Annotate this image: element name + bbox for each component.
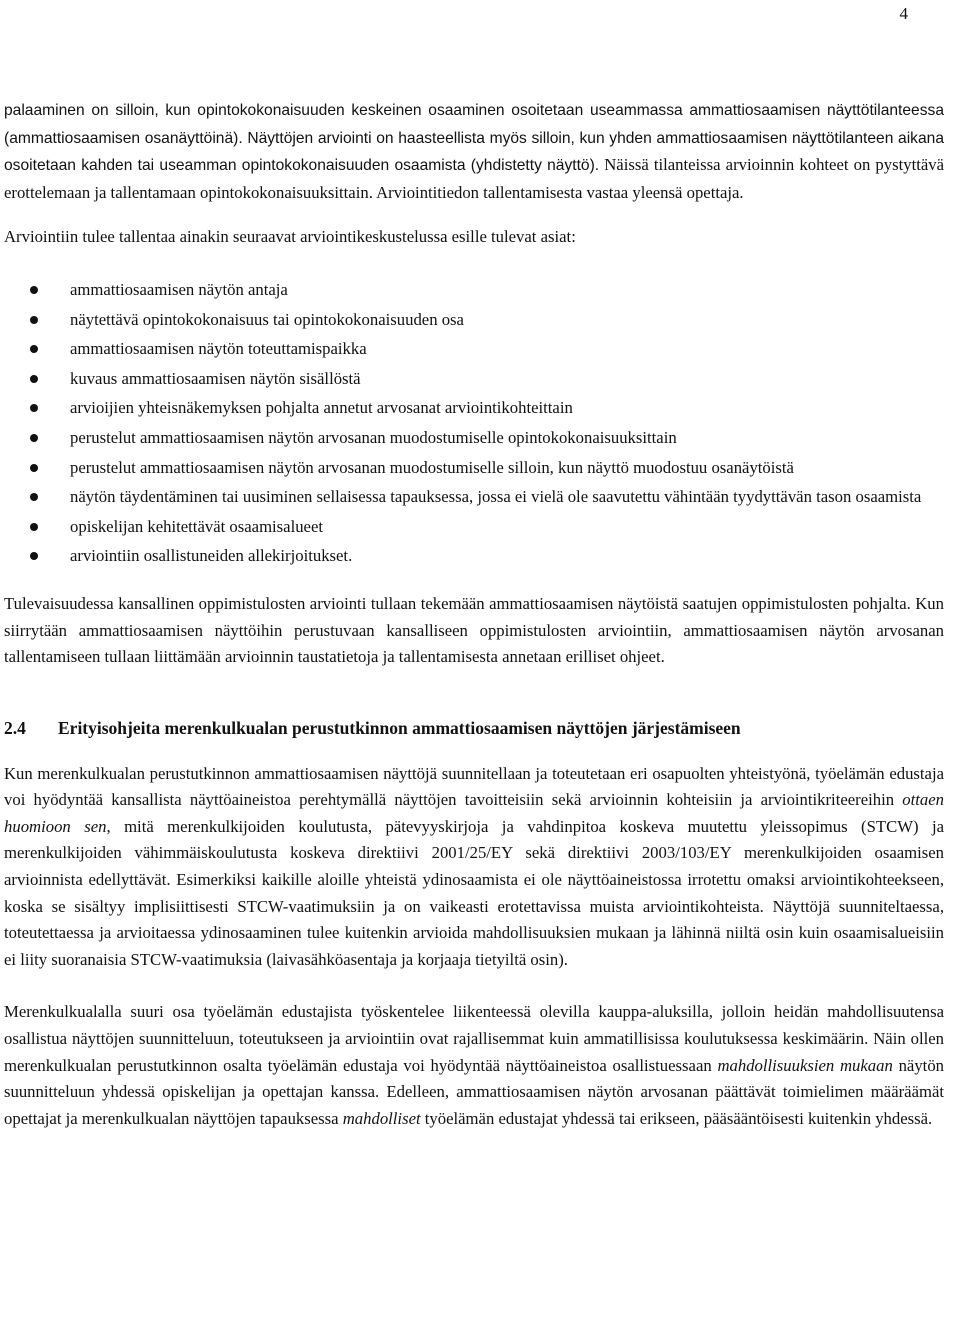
list-item: [4, 336, 944, 363]
list-item-text: näytön täydentäminen tai uusiminen sellaisessa tapauksessa, jossa ei vielä ole saavutettu vähintään tyydyttävän tason osaamista: [70, 487, 922, 507]
list-item-text: arvioijien yhteisnäkemyksen pohjalta annetut arvosanat arviointikohteittain: [70, 398, 573, 418]
bullet-icon: [30, 286, 38, 294]
bullet-icon: [30, 316, 38, 324]
section-title: Erityisohjeita merenkulkualan perustutkinnon ammattiosaamisen näyttöjen järjestämiseen: [58, 717, 741, 738]
list-item-text: kuvaus ammattiosaamisen näytön sisällöstä: [70, 368, 361, 388]
list-item: [4, 514, 944, 541]
list-item-text: perustelut ammattiosaamisen näytön arvosanan muodostumiselle opintokokonaisuuksittain: [70, 427, 677, 447]
text-span: Kun merenkulkualan perustutkinnon ammattiosaamisen näyttöjä suunnitellaan ja toteutetaan eri osapuolten yhteistyönä, työelämän edustaja voi hyödyntää kansallista näyttöaineistoa perehtymällä näyttöjen tavoitteisiin sekä arvioinnin kohteisiin ja arviointikriteereihin: [4, 763, 944, 810]
italic-text: mahdolliset: [342, 1108, 421, 1128]
list-item: [4, 455, 944, 482]
paragraph-intro-serif-text: Näissä tilanteissa arvioinnin kohteet on pystyttävä erottelemaan ja tallentamaan opintokokonaisuuksittain. Arviointitiedon tallentamisesta vastaa yleensä opettaja.: [4, 155, 944, 202]
list-item: [4, 484, 944, 511]
text-span: näytön suunnitteluun yhdessä opiskelijan ja opettajan kanssa. Edelleen, ammattiosaamisen näytön arvosanan päättävät toimielimen määräämät opettajat ja merenkulkualan näyttöjen tapauksessa: [4, 1055, 945, 1128]
text-span: työelämän edustajat yhdessä tai erikseen, pääsääntöisesti kuitenkin yhdessä.: [420, 1108, 933, 1128]
text-span: Merenkulkualalla suuri osa työelämän edustajista työskentelee liikenteessä olevilla kauppa-aluksilla, jolloin heidän mahdollisuutensa osallistua näyttöjen suunnitteluun, toteutukseen ja arviointiin ovat rajallisemmat kuin ammatillisissa koulutuksessa keskimäärin. Näin ollen merenkulkualan perustutkinnon osalta työelämän edustaja voi hyödyntää näyttöaineistoa osallistuessaan: [4, 1002, 944, 1075]
paragraph-maritime-workplace: [4, 999, 944, 1132]
section-number: 2.4: [4, 717, 26, 738]
bullet-icon: [30, 345, 38, 353]
italic-text: mahdollisuuksien mukaan: [717, 1055, 893, 1075]
list-item: [4, 307, 944, 334]
section-heading: [4, 715, 944, 741]
list-item-text: arviointiin osallistuneiden allekirjoitukset.: [70, 546, 353, 566]
list-item-text: ammattiosaamisen näytön toteuttamispaikka: [70, 339, 367, 359]
text-span: , mitä merenkulkijoiden koulutusta, pätevyyskirjoja ja vahdinpitoa koskeva muutettu yleissopimus (STCW) ja merenkulkijoiden vähimmäiskoulutusta koskeva direktiivi 2001/25/EY sekä direktiivi 2003/103/EY merenkulkijoiden osaamisen arvioinnista edellyttävät. Esimerkiksi kaikille aloille yhteistä ydinosaamista ei ole näyttöaineistossa irrotettu omaksi arviointikohteekseen, koska se sisältyy implisiittisesti STCW-vaatimuksiin ja on vaikeasti erotettavissa muista arviointikohteista. Näyttöjä suunniteltaessa, toteutettaessa ja arvioitaessa ydinosaaminen tulee kuitenkin arvioida mahdollisuuksien mukaan ja lähinnä niiltä osin kuin osaamisalueisiin ei liity suoranaisia STCW-vaatimuksia (laivasähköasentaja ja korjaaja tietyiltä osin).: [4, 816, 945, 969]
page-content: [4, 97, 944, 1132]
italic-text: ottaen huomioon sen: [4, 790, 944, 836]
bullet-icon: [30, 375, 38, 383]
bullet-icon: [30, 404, 38, 412]
bullet-icon: [30, 493, 38, 501]
list-item-text: perustelut ammattiosaamisen näytön arvosanan muodostumiselle silloin, kun näyttö muodostuu osanäytöistä: [70, 457, 794, 477]
record-items-list: [4, 277, 944, 570]
list-item-text: opiskelijan kehitettävät osaamisalueet: [70, 516, 324, 536]
paragraph-maritime-guidance: [4, 761, 944, 974]
list-item: [4, 366, 944, 393]
paragraph-record-intro: Arviointiin tulee tallentaa ainakin seuraavat arviointikeskustelussa esille tulevat asiat:: [4, 227, 576, 247]
bullet-icon: [30, 464, 38, 472]
page-number: 4: [899, 4, 908, 23]
list-item: [4, 277, 944, 304]
bullet-icon: [30, 434, 38, 442]
list-item: [4, 543, 944, 570]
list-item: [4, 395, 944, 422]
paragraph-intro-sans-text: palaaminen on silloin, kun opintokokonaisuuden keskeinen osaaminen osoitetaan useammassa ammattiosaamisen näyttötilanteessa (ammattiosaamisen osanäyttöinä). Näyttöjen arviointi on haasteellista myös silloin, kun yhden ammattiosaamisen näyttötilanteen aikana osoitetaan kahden tai useamman opintokokonaisuuden osaamista (yhdistetty näyttö).: [4, 102, 944, 175]
list-item-text: näytettävä opintokokonaisuus tai opintokokonaisuuden osa: [70, 309, 464, 329]
list-item-text: ammattiosaamisen näytön antaja: [70, 279, 288, 299]
paragraph-intro: [4, 97, 944, 206]
list-item: [4, 425, 944, 452]
paragraph-future-assessment: Tulevaisuudessa kansallinen oppimistulosten arviointi tullaan tekemään ammattiosaamisen näytöistä saatujen oppimistulosten pohjalta. Kun siirrytään ammattiosaamisen näyttöihin perustuvaan kansalliseen oppimistulosten arviointiin, ammattiosaamisen näytön arvosanan tallentamiseen tullaan liittämään arvioinnin taustatietoja ja tallentamisesta annetaan erilliset ohjeet.: [4, 593, 944, 667]
bullet-icon: [30, 552, 38, 560]
bullet-icon: [30, 523, 38, 531]
